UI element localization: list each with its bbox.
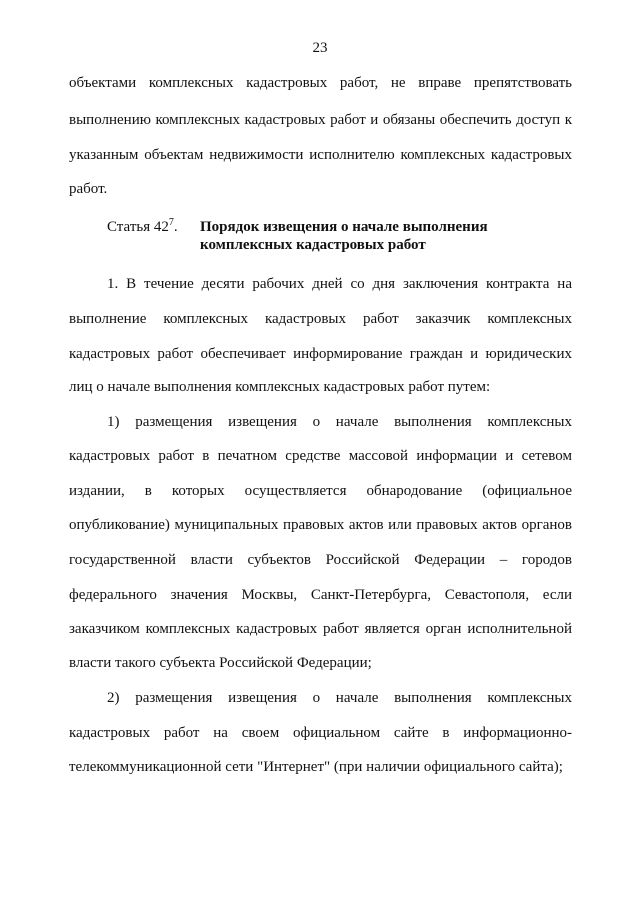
text-line: государственной власти субъектов Российской Федерации – городов <box>69 552 572 568</box>
text-line: федерального значения Москвы, Санкт-Петербурга, Севастополя, если <box>69 587 572 603</box>
article-label <box>107 218 178 236</box>
text-line: кадастровых работ на своем официальном сайте в информационно- <box>69 725 572 741</box>
article-label-superscript: 7 <box>168 217 174 228</box>
text-line: объектами комплексных кадастровых работ, не вправе препятствовать <box>69 75 572 91</box>
text-line: издании, в которых осуществляется обнародование (официальное <box>69 483 572 499</box>
text-line: кадастровых работ в печатном средстве массовой информации и сетевом <box>69 448 572 464</box>
text-line: кадастровых работ обеспечивает информирование граждан и юридических <box>69 346 572 362</box>
text-line: выполнению комплексных кадастровых работ и обязаны обеспечить доступ к <box>69 112 572 128</box>
article-title-line: Порядок извещения о начале выполнения <box>200 219 488 235</box>
article-label-text: Статья 42 <box>107 219 169 235</box>
article-title-line: комплексных кадастровых работ <box>200 237 426 253</box>
text-line: указанным объектам недвижимости исполнителю комплексных кадастровых <box>69 147 572 163</box>
text-line: выполнение комплексных кадастровых работ заказчик комплексных <box>69 311 572 327</box>
page-number: 23 <box>312 40 328 56</box>
text-line: заказчиком комплексных кадастровых работ является орган исполнительной <box>69 621 572 637</box>
text-line: 1) размещения извещения о начале выполнения комплексных <box>107 414 572 430</box>
text-line: опубликование) муниципальных правовых актов или правовых актов органов <box>69 517 572 533</box>
text-line: лиц о начале выполнения комплексных кадастровых работ путем: <box>69 379 491 395</box>
text-line: 2) размещения извещения о начале выполнения комплексных <box>107 690 572 706</box>
text-line: власти такого субъекта Российской Федерации; <box>69 655 372 671</box>
text-line: 1. В течение десяти рабочих дней со дня заключения контракта на <box>107 276 572 292</box>
text-line: работ. <box>69 181 108 197</box>
article-label-suffix: . <box>173 219 178 235</box>
text-line: телекоммуникационной сети "Интернет" (при наличии официального сайта); <box>69 759 563 775</box>
